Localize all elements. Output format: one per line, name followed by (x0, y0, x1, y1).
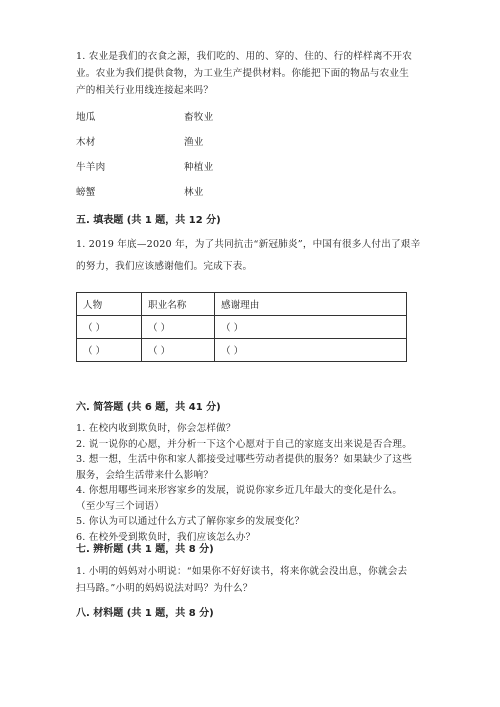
match-item-left: 木材 (76, 137, 96, 148)
list-item: 1. 在校内收到欺负时，你会怎样做？ (76, 423, 236, 434)
section5-line: 1. 2019 年底—2020 年，为了共同抗击“新冠肺炎”，中国有很多人付出了艰辛 (76, 239, 421, 250)
match-item-right: 种植业 (184, 162, 214, 173)
section5-line: 的努力，我们应该感谢他们。完成下表。 (76, 261, 253, 272)
list-item: 2. 说一说你的心愿，并分析一下这个心愿对于自己的家庭支出来说是否合理。 (76, 438, 412, 450)
match-item-right: 林业 (184, 187, 204, 198)
thanks-table (76, 292, 407, 362)
table-header-cell: 感谢理由 (215, 293, 407, 316)
table-header-row (77, 293, 407, 316)
list-item: 4. 你想用哪些词来形容家乡的发展，说说你家乡近几年最大的变化是什么。 (76, 485, 403, 496)
section6-question-list (76, 421, 412, 545)
section7-heading: 七. 辨析题 (共 1 题，共 8 分) (76, 544, 214, 555)
list-item: 1. 小明的妈妈对小明说：“如果你不好好读书，将来你就会没出息，你就会去 (76, 566, 408, 577)
match-item-right: 畜牧业 (184, 112, 214, 123)
table-cell-blank[interactable]: （ ） (142, 339, 215, 362)
table-cell-blank[interactable]: （ ） (77, 339, 142, 362)
list-item: 3. 想一想，生活中你和家人都接受过哪些劳动者提供的服务？如果缺少了这些 (76, 454, 412, 465)
table-row (77, 339, 407, 362)
list-item: 6. 在校外受到欺负时，我们应该怎么办？ (76, 531, 256, 543)
table-header-cell: 职业名称 (142, 293, 215, 316)
section8-heading: 八. 材料题 (共 1 题，共 8 分) (76, 608, 214, 619)
table-cell-blank[interactable]: （ ） (77, 316, 142, 339)
section5-heading: 五. 填表题 (共 1 题，共 12 分) (76, 215, 221, 226)
table-header-cell: 人物 (77, 293, 142, 316)
section7-question (76, 563, 407, 597)
question1-line: 1. 农业是我们的衣食之源，我们吃的、用的、穿的、住的、行的样样离不开农 (76, 51, 412, 62)
table-cell-blank[interactable]: （ ） (215, 316, 407, 339)
list-item: （至少写三个词语） (76, 500, 165, 512)
list-item: 5. 你认为可以通过什么方式了解你家乡的发展变化？ (76, 516, 305, 527)
match-item-left: 地瓜 (76, 112, 96, 123)
table-row (77, 316, 407, 339)
list-item: 扫马路。”小明的妈妈说法对吗？为什么？ (76, 583, 253, 594)
question1-text (76, 48, 436, 99)
list-item: 服务，会给生活带来什么影响？ (76, 469, 214, 481)
table-cell-blank[interactable]: （ ） (215, 339, 407, 362)
table-cell-blank[interactable]: （ ） (142, 316, 215, 339)
question1-line: 业。农业为我们提供食物，为工业生产提供材料。你能把下面的物品与农业生 (76, 68, 409, 79)
match-item-right: 渔业 (184, 137, 204, 148)
match-item-left: 牛羊肉 (76, 162, 106, 173)
question1-line: 产的相关行业用线连接起来吗？ (76, 85, 214, 96)
section6-heading: 六. 简答题 (共 6 题，共 41 分) (76, 402, 221, 413)
match-item-left: 螃蟹 (76, 187, 96, 198)
